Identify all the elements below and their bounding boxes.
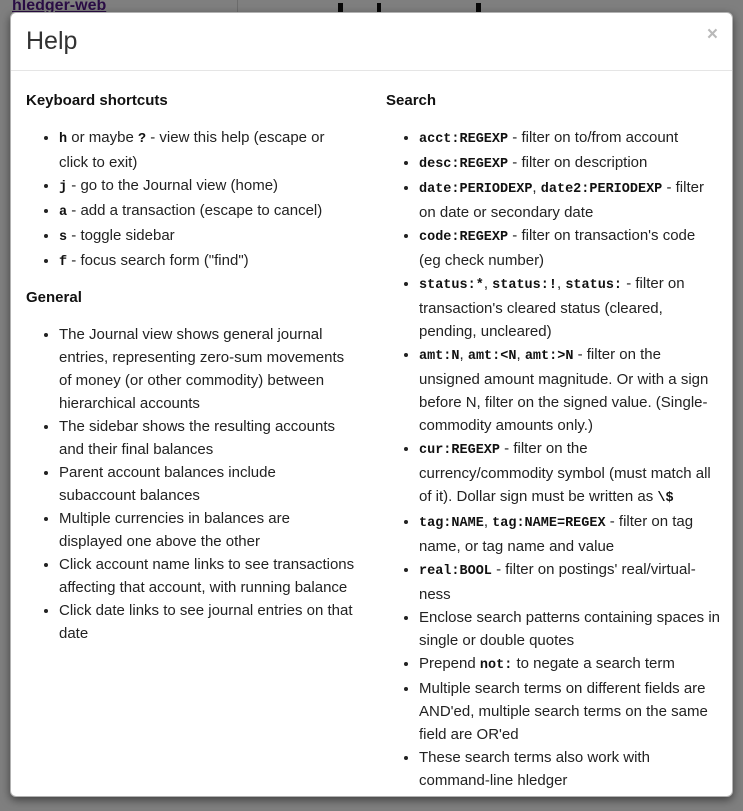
text-segment: - filter on to/from account — [508, 129, 679, 146]
help-list-item — [419, 224, 720, 272]
code-term: amt:N — [419, 349, 460, 364]
text-segment: - filter on description — [508, 154, 648, 171]
text-segment: Parent account balances include subaccount balances — [59, 464, 276, 504]
help-column-left — [26, 83, 373, 797]
help-list-item — [419, 343, 720, 437]
help-list-item — [419, 176, 720, 224]
text-segment: - filter on the currency/commodity symbol (must match all of it). Dollar sign must be written as — [419, 440, 711, 505]
modal-title: Help — [26, 27, 78, 55]
text-segment: , — [532, 179, 541, 196]
help-list-item — [59, 507, 355, 553]
code-term: f — [59, 255, 68, 270]
text-segment: Multiple search terms on different fields are AND'ed, multiple search terms on the same field are OR'ed — [419, 680, 708, 743]
text-segment: These search terms also work with command-line hledger — [419, 749, 650, 789]
text-segment: - add a transaction (escape to cancel) — [67, 202, 323, 219]
text-segment: Click date links to see journal entries on that date — [59, 602, 353, 642]
code-term: j — [59, 180, 68, 195]
text-segment: , — [459, 346, 468, 363]
help-list-item — [59, 323, 355, 415]
code-term: status: — [565, 278, 623, 293]
code-term: desc:REGEXP — [419, 157, 509, 172]
code-term: not: — [479, 658, 513, 673]
code-term: amt:<N — [467, 349, 517, 364]
text-segment: or maybe — [67, 129, 138, 146]
help-list — [26, 126, 355, 274]
section-heading: General — [26, 289, 82, 306]
help-list-item — [59, 126, 355, 174]
help-list-item — [419, 126, 720, 151]
code-term: date:PERIODEXP — [419, 182, 533, 197]
text-segment: - filter on the unsigned amount magnitude. Or with a sign before N, filter on the signed value. (Single-commodity amounts only.) — [419, 346, 709, 434]
close-icon[interactable]: × — [706, 24, 718, 45]
help-list-item — [59, 415, 355, 461]
code-term: acct:REGEXP — [419, 132, 509, 147]
code-term: \$ — [657, 491, 674, 506]
code-term: a — [59, 205, 68, 220]
code-term: real:BOOL — [419, 564, 492, 579]
code-term: amt:>N — [524, 349, 574, 364]
code-term: status:! — [492, 278, 557, 293]
text-segment: - go to the Journal view (home) — [67, 177, 279, 194]
text-segment: - filter on transaction's code (eg check number) — [419, 227, 696, 269]
help-list-item — [59, 553, 355, 599]
code-term: h — [59, 132, 68, 147]
help-list-item — [419, 151, 720, 176]
code-term: s — [59, 230, 68, 245]
code-term: tag:NAME — [419, 516, 484, 531]
text-segment: - filter on postings' real/virtual-ness — [419, 561, 696, 603]
text-segment: - toggle sidebar — [67, 227, 175, 244]
help-column-right — [373, 83, 720, 797]
help-list-item — [59, 249, 355, 274]
help-list-item — [59, 599, 355, 645]
code-term: ? — [137, 132, 147, 147]
code-term: code:REGEXP — [419, 230, 509, 245]
code-term: cur:REGEXP — [419, 443, 501, 458]
code-term: date2:PERIODEXP — [540, 182, 663, 197]
help-list-item — [419, 510, 720, 558]
help-list-item — [59, 461, 355, 507]
help-list-item — [59, 224, 355, 249]
text-segment: - filter on tag name, or tag name and value — [419, 513, 694, 555]
help-list-item — [419, 606, 720, 652]
help-list-item — [59, 174, 355, 199]
text-segment: , — [483, 275, 493, 292]
text-segment: - view this help (escape or click to exit) — [59, 129, 325, 171]
help-list-item — [419, 272, 720, 343]
text-segment: to negate a search term — [512, 655, 675, 672]
help-list — [26, 323, 355, 645]
help-list-item — [419, 437, 720, 510]
text-segment: , — [516, 346, 525, 363]
help-list-item — [419, 677, 720, 746]
text-segment: The sidebar shows the resulting accounts and their final balances — [59, 418, 335, 458]
help-list-item — [419, 652, 720, 677]
modal-body — [11, 71, 732, 797]
text-segment: The Journal view shows general journal entries, representing zero-sum movements of money (or other commodity) between hierarchical accounts — [59, 326, 345, 412]
text-segment: - filter on transaction's cleared status (cleared, pending, uncleared) — [419, 275, 685, 340]
text-segment: , — [483, 513, 493, 530]
text-segment: - focus search form ("find") — [67, 252, 249, 269]
text-segment: - filter on date or secondary date — [419, 179, 704, 221]
text-segment: Enclose search patterns containing spaces in single or double quotes — [419, 609, 721, 649]
text-segment: Click account name links to see transactions affecting that account, with running balance — [59, 556, 355, 596]
help-list-item — [419, 746, 720, 792]
text-segment: Multiple currencies in balances are displayed one above the other — [59, 510, 290, 550]
help-list-item — [59, 199, 355, 224]
help-modal — [10, 12, 733, 797]
section-heading: Search — [386, 92, 437, 109]
code-term: status:* — [419, 278, 484, 293]
modal-header — [11, 13, 732, 71]
code-term: tag:NAME=REGEX — [492, 516, 606, 531]
text-segment: , — [556, 275, 566, 292]
text-segment: Prepend — [419, 655, 480, 672]
help-list-item — [419, 558, 720, 606]
help-list — [386, 126, 720, 792]
section-heading: Keyboard shortcuts — [26, 92, 168, 109]
